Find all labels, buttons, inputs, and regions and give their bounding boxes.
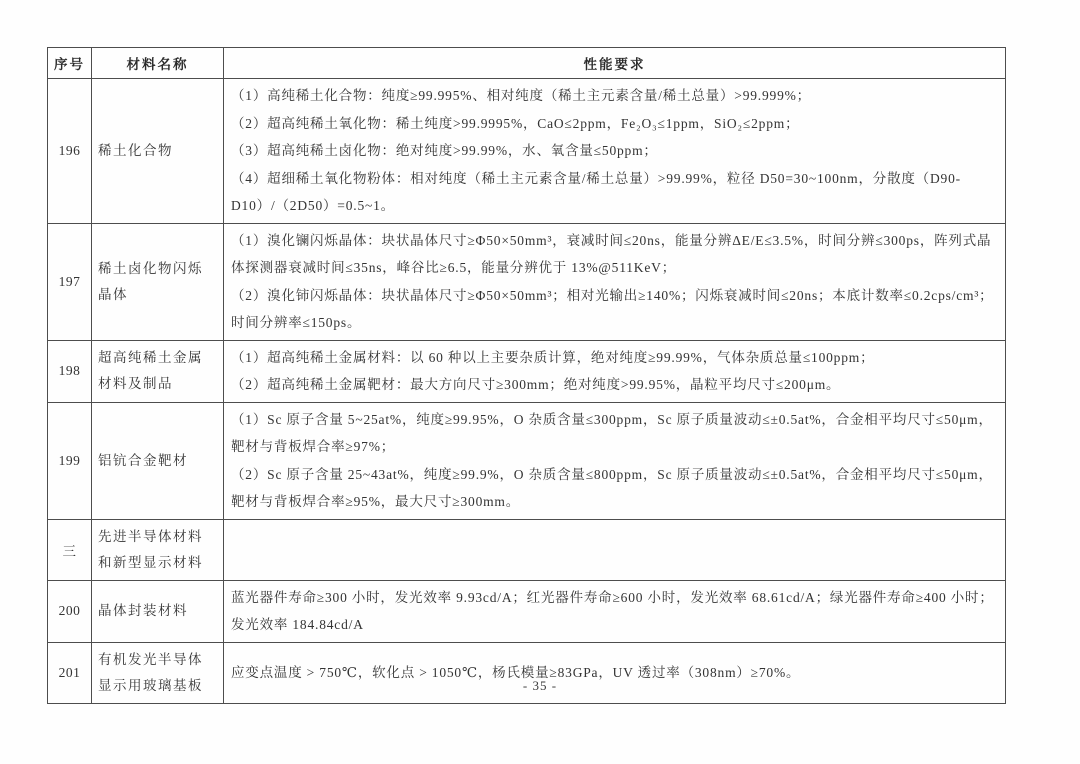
cell-material-name: 稀土化合物 (92, 79, 224, 224)
cell-serial-number: 198 (48, 340, 92, 402)
cell-requirements (224, 79, 1006, 224)
requirement-line: （1）溴化镧闪烁晶体：块状晶体尺寸≥Φ50×50mm³，衰减时间≤20ns，能量分辨ΔE/E≤3.5%，时间分辨≤300ps，阵列式晶体探测器衰减时间≤35ns，峰谷比≥6.5，能量分辨优于 13%@511KeV； (231, 232, 992, 275)
cell-material-name: 晶体封装材料 (92, 580, 224, 642)
page-number: - 35 - (522, 678, 558, 693)
header-serial-number: 序号 (48, 48, 92, 79)
cell-material-name: 稀土卤化物闪烁晶体 (92, 223, 224, 340)
cell-requirements (224, 340, 1006, 402)
cell-requirements (224, 402, 1006, 519)
cell-material-name: 铝钪合金靶材 (92, 402, 224, 519)
cell-material-name: 有机发光半导体显示用玻璃基板 (92, 642, 224, 703)
cell-serial-number: 199 (48, 402, 92, 519)
materials-table (47, 47, 1006, 704)
header-row (48, 48, 1006, 79)
requirement-line: （1）高纯稀土化合物：纯度≥99.995%、相对纯度（稀土主元素含量/稀土总量）>99.999%； (231, 88, 811, 103)
cell-material-name: 超高纯稀土金属材料及制品 (92, 340, 224, 402)
requirement-line: （3）超高纯稀土卤化物：绝对纯度>99.99%，水、氧含量≤50ppm； (231, 143, 658, 158)
cell-serial-number: 三 (48, 519, 92, 580)
requirement-line: （1）超高纯稀土金属材料：以 60 种以上主要杂质计算，绝对纯度≥99.99%，气体杂质总量≤100ppm； (231, 349, 875, 365)
cell-material-name: 先进半导体材料和新型显示材料 (92, 519, 224, 580)
requirement-line: 蓝光器件寿命≥300 小时，发光效率 9.93cd/A；红光器件寿命≥600 小时，发光效率 68.61cd/A；绿光器件寿命≥400 小时；发光效率 184.84cd/A (231, 589, 994, 632)
cell-serial-number: 197 (48, 223, 92, 340)
requirement-line: （2）超高纯稀土氧化物：稀土纯度>99.9995%，CaO≤2ppm，Fe₂O₃≤1ppm，SiO₂≤2ppm； (231, 115, 800, 131)
requirement-line: （4）超细稀土氧化物粉体：相对纯度（稀土主元素含量/稀土总量）>99.99%，粒径 D50=30~100nm，分散度（D90-D10）/（2D50）=0.5~1。 (231, 170, 961, 213)
cell-serial-number: 196 (48, 79, 92, 224)
table-row (48, 402, 1006, 519)
cell-serial-number: 200 (48, 580, 92, 642)
requirement-line: （1）Sc 原子含量 5~25at%，纯度≥99.95%，O 杂质含量≤300ppm，Sc 原子质量波动≤±0.5at%，合金相平均尺寸≤50μm，靶材与背板焊合率≥97%； (231, 411, 993, 454)
table-row (48, 223, 1006, 340)
cell-requirements (224, 580, 1006, 642)
table-row (48, 79, 1006, 224)
requirement-line: （2）溴化铈闪烁晶体：块状晶体尺寸≥Φ50×50mm³；相对光输出≥140%；闪烁衰减时间≤20ns；本底计数率≤0.2cps/cm³；时间分辨率≤150ps。 (231, 287, 994, 330)
table-row (48, 340, 1006, 402)
table-row (48, 580, 1006, 642)
header-performance-requirements: 性能要求 (224, 48, 1006, 79)
requirement-line: （2）超高纯稀土金属靶材：最大方向尺寸≥300mm；绝对纯度>99.95%，晶粒平均尺寸≤200μm。 (231, 377, 841, 392)
requirement-line: （2）Sc 原子含量 25~43at%，纯度≥99.9%，O 杂质含量≤800ppm，Sc 原子质量波动≤±0.5at%，合金相平均尺寸≤50μm，靶材与背板焊合率≥95%，最大尺寸≥300mm。 (231, 466, 993, 509)
cell-requirements (224, 223, 1006, 340)
cell-serial-number: 201 (48, 642, 92, 703)
cell-requirements (224, 519, 1006, 580)
header-material-name: 材料名称 (92, 48, 224, 79)
requirement-line: 应变点温度 > 750℃，软化点 > 1050℃，杨氏模量≥83GPa，UV 透过率（308nm）≥70%。 (231, 664, 801, 680)
table-row (48, 519, 1006, 580)
